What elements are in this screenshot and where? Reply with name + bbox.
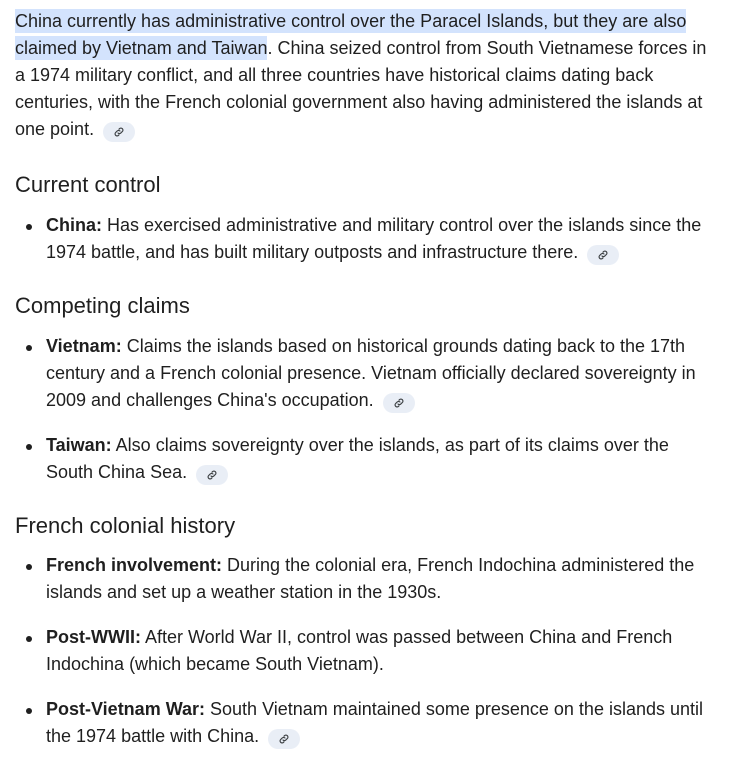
item-term: Post-Vietnam War: [46, 699, 206, 719]
source-link-button[interactable] [383, 393, 415, 413]
list-item [15, 552, 710, 606]
item-text: During the colonial era, French Indochina administered the islands and set up a weather station in the 1930s. [46, 555, 695, 602]
source-link-button[interactable] [103, 122, 135, 142]
link-icon [113, 126, 125, 138]
intro-text: . China seized control from South Vietnamese forces in a 1974 military conflict, and all three countries have historical claims dating back centuries, with the French colonial government also having administered the islands at one point. [15, 38, 707, 139]
competing-claims-list [15, 333, 710, 486]
link-icon [278, 733, 290, 745]
section-heading-french-colonial-history: French colonial history [15, 513, 236, 538]
list-item [15, 333, 710, 414]
source-link-button[interactable] [587, 245, 619, 265]
source-link-button[interactable] [268, 729, 300, 749]
source-link-button[interactable] [196, 465, 228, 485]
link-icon [393, 397, 405, 409]
item-text: After World War II, control was passed between China and French Indochina (which became South Vietnam). [46, 627, 673, 674]
item-term: China: [46, 215, 102, 235]
list-item [15, 212, 710, 266]
link-icon [206, 469, 218, 481]
item-term: Post-WWII: [46, 627, 141, 647]
intro-paragraph [15, 8, 710, 143]
current-control-list [15, 212, 710, 266]
item-text: Has exercised administrative and military control over the islands since the 1974 battle, and has built military outposts and infrastructure there. [46, 215, 702, 262]
link-icon [597, 249, 609, 261]
section-heading-competing-claims: Competing claims [15, 293, 190, 318]
section-heading-current-control: Current control [15, 172, 161, 197]
french-colonial-list [15, 552, 710, 750]
list-item [15, 696, 710, 750]
item-term: Vietnam: [46, 336, 122, 356]
item-term: French involvement: [46, 555, 223, 575]
item-term: Taiwan: [46, 435, 112, 455]
item-text: South Vietnam maintained some presence on the islands until the 1974 battle with China. [46, 699, 704, 746]
item-text: Claims the islands based on historical grounds dating back to the 17th century and a French colonial presence. Vietnam officially declared sovereignty in 2009 and challenges China's occupation. [46, 336, 696, 410]
list-item [15, 624, 710, 678]
item-text: Also claims sovereignty over the islands, as part of its claims over the South China Sea. [46, 435, 669, 482]
highlighted-summary: China currently has administrative control over the Paracel Islands, but they are also claimed by Vietnam and Taiwan [15, 11, 687, 58]
list-item [15, 432, 710, 486]
